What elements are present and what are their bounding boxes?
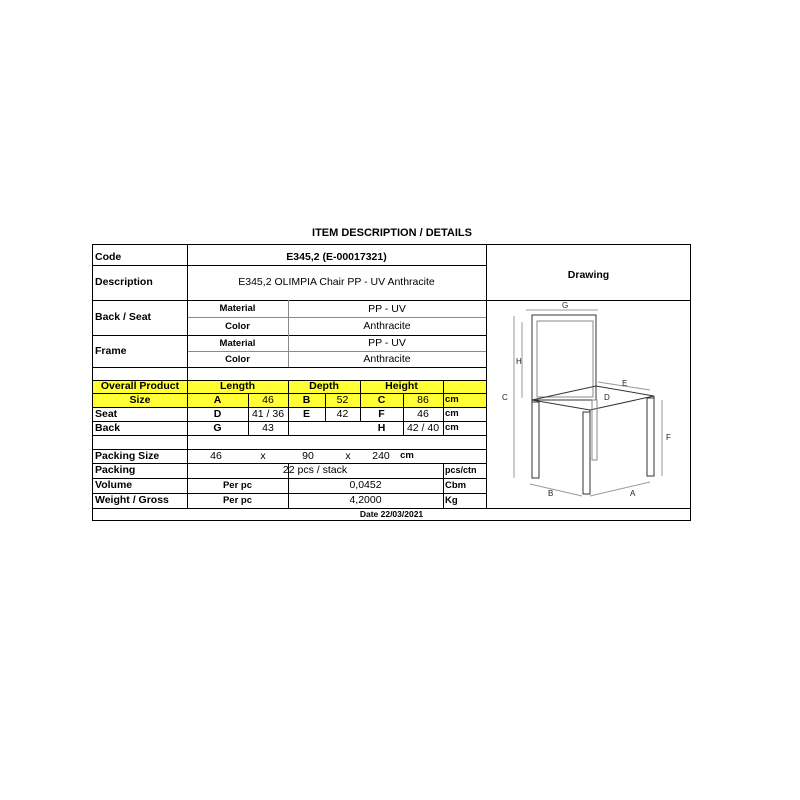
c-value: 86 (417, 393, 429, 406)
back-seat-color-label: Color (225, 320, 250, 332)
description-label: Description (95, 276, 153, 289)
dim-label-b: B (548, 489, 554, 498)
dim-label-e: E (622, 379, 628, 388)
d-label: D (213, 407, 222, 420)
overall-label-1: Overall Product (100, 380, 180, 393)
dim-label-g: G (562, 301, 569, 310)
seat-label: Seat (95, 407, 118, 420)
seat-unit: cm (445, 408, 459, 420)
h-label: H (377, 421, 386, 434)
back-unit: cm (445, 422, 459, 434)
volume-unit: Cbm (445, 479, 467, 491)
volume-per: Per pc (222, 479, 253, 491)
g-value: 43 (262, 421, 274, 434)
weight-label: Weight / Gross (95, 494, 169, 507)
overall-label-2: Size (129, 393, 151, 406)
packing-size-x2: x (345, 449, 351, 462)
code-value: E345,2 (E-00017321) (286, 250, 387, 263)
g-label: G (213, 421, 222, 434)
weight-value: 4,2000 (349, 494, 382, 507)
e-value: 42 (336, 407, 349, 420)
b-value: 52 (336, 393, 349, 406)
depth-header: Depth (309, 380, 339, 393)
weight-unit: Kg (445, 494, 458, 506)
back-seat-material-value: PP - UV (368, 302, 406, 315)
packing-size-x1: x (260, 449, 266, 462)
weight-per: Per pc (222, 494, 253, 506)
packing-size-height: 240 (372, 449, 390, 462)
volume-value: 0,0452 (349, 479, 382, 492)
volume-label: Volume (95, 479, 133, 492)
length-header: Length (220, 380, 255, 393)
packing-size-length: 46 (210, 449, 222, 462)
dim-label-a: A (630, 489, 636, 498)
dim-label-h: H (516, 357, 522, 366)
date-footer: Date 22/03/2021 (359, 508, 424, 519)
f-value: 46 (417, 407, 429, 420)
b-label: B (302, 393, 311, 406)
back-label: Back (95, 421, 121, 434)
dim-label-f: F (666, 433, 671, 442)
packing-value: 22 pcs / stack (282, 464, 348, 477)
description-value: E345,2 OLIMPIA Chair PP - UV Anthracite (238, 276, 435, 289)
overall-unit: cm (445, 394, 459, 406)
frame-label: Frame (95, 344, 127, 357)
back-seat-color-value: Anthracite (363, 320, 411, 333)
frame-material-value: PP - UV (368, 337, 406, 350)
frame-color-value: Anthracite (363, 353, 411, 366)
packing-unit: pcs/ctn (445, 465, 477, 475)
f-label: F (378, 407, 385, 420)
drawing-label: Drawing (567, 269, 610, 282)
dim-label-d: D (604, 393, 610, 402)
packing-size-width: 90 (302, 449, 314, 462)
frame-material-label: Material (219, 337, 256, 349)
a-value: 46 (262, 393, 274, 406)
packing-size-label: Packing Size (95, 449, 160, 462)
back-seat-material-label: Material (219, 303, 256, 315)
a-label: A (213, 393, 222, 406)
e-label: E (302, 407, 310, 420)
packing-size-unit: cm (400, 450, 414, 462)
page-title: ITEM DESCRIPTION / DETAILS (312, 227, 472, 239)
back-seat-label: Back / Seat (95, 311, 152, 324)
frame-color-label: Color (225, 353, 250, 365)
height-header: Height (385, 380, 418, 393)
dim-label-c: C (502, 393, 508, 402)
packing-label: Packing (95, 464, 136, 477)
c-label: C (377, 393, 386, 406)
code-label: Code (95, 250, 122, 263)
h-value: 42 / 40 (406, 421, 440, 434)
d-value: 41 / 36 (251, 407, 285, 420)
chair-drawing (486, 298, 690, 510)
